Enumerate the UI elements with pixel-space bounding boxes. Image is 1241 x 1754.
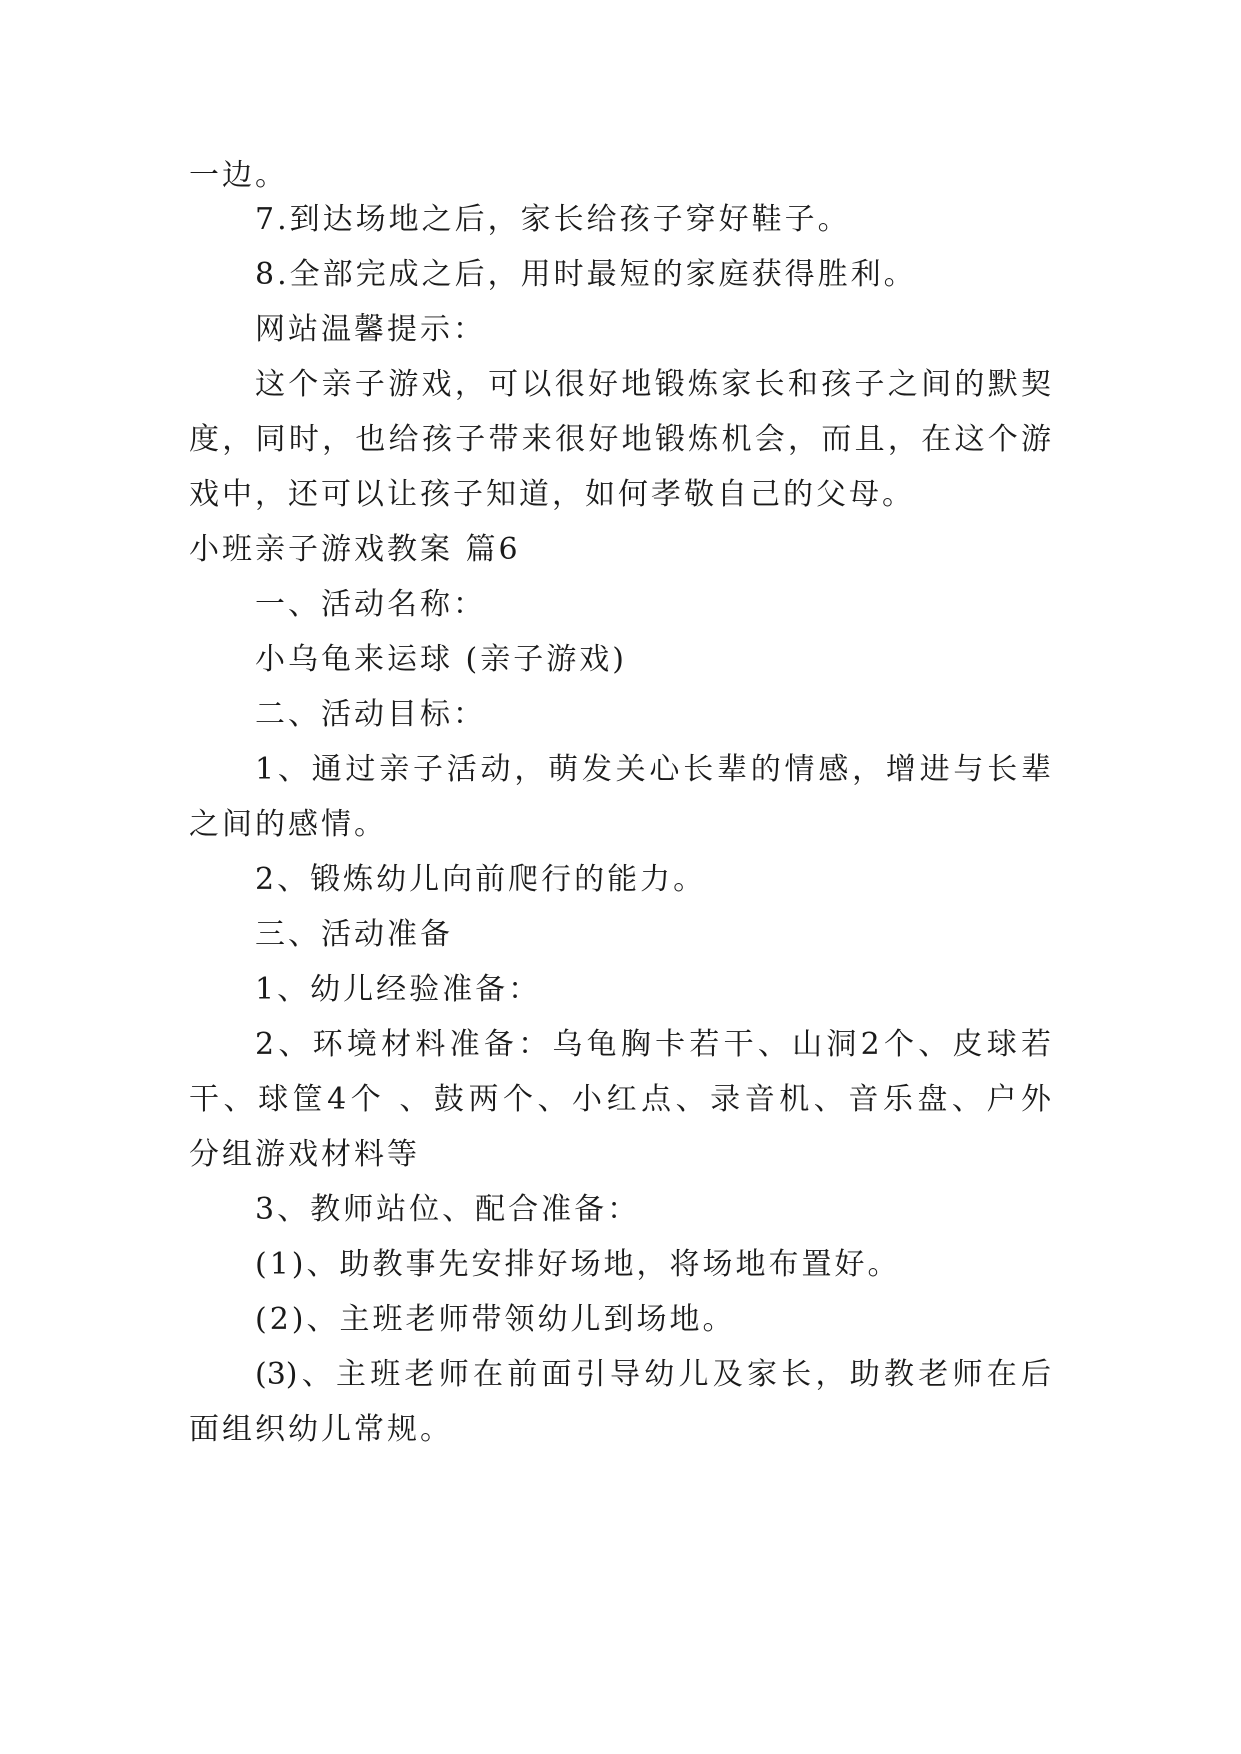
text-line: (2)、主班老师带领幼儿到场地。 [255,1302,736,1337]
text-line: (3)、主班老师在前面引导幼儿及家长，助教老师在后 [255,1357,1051,1392]
text-line: 三、活动准备 [255,917,453,952]
text-line: 2、锻炼幼儿向前爬行的能力。 [255,862,707,897]
text-line: (1)、助教事先安排好场地，将场地布置好。 [255,1247,901,1282]
text-line: 2、环境材料准备：乌龟胸卡若干、山洞2个、皮球若 [255,1027,1051,1062]
text-line: 7.到达场地之后，家长给孩子穿好鞋子。 [255,202,851,237]
text-line: 1、通过亲子活动，萌发关心长辈的情感，增进与长辈 [255,752,1051,787]
text-line: 之间的感情。 [189,807,387,842]
text-line: 分组游戏材料等 [189,1137,420,1172]
text-line: 一边。 [189,158,288,193]
text-line: 戏中，还可以让孩子知道，如何孝敬自己的父母。 [189,477,915,512]
text-line: 一、活动名称： [255,587,486,622]
section-heading: 小班亲子游戏教案 篇6 [189,532,521,567]
text-line: 小乌龟来运球 (亲子游戏) [255,642,627,677]
text-line: 1、幼儿经验准备： [255,972,542,1007]
text-line: 度，同时，也给孩子带来很好地锻炼机会，而且，在这个游 [189,422,1051,457]
text-line: 这个亲子游戏，可以很好地锻炼家长和孩子之间的默契 [255,367,1051,402]
text-line: 8.全部完成之后，用时最短的家庭获得胜利。 [255,257,917,292]
text-line: 二、活动目标： [255,697,486,732]
text-line: 干、球筐4个 、鼓两个、小红点、录音机、音乐盘、户外 [189,1082,1051,1117]
text-line: 网站温馨提示： [255,312,486,347]
text-line: 3、教师站位、配合准备： [255,1192,641,1227]
text-line: 面组织幼儿常规。 [189,1412,453,1447]
